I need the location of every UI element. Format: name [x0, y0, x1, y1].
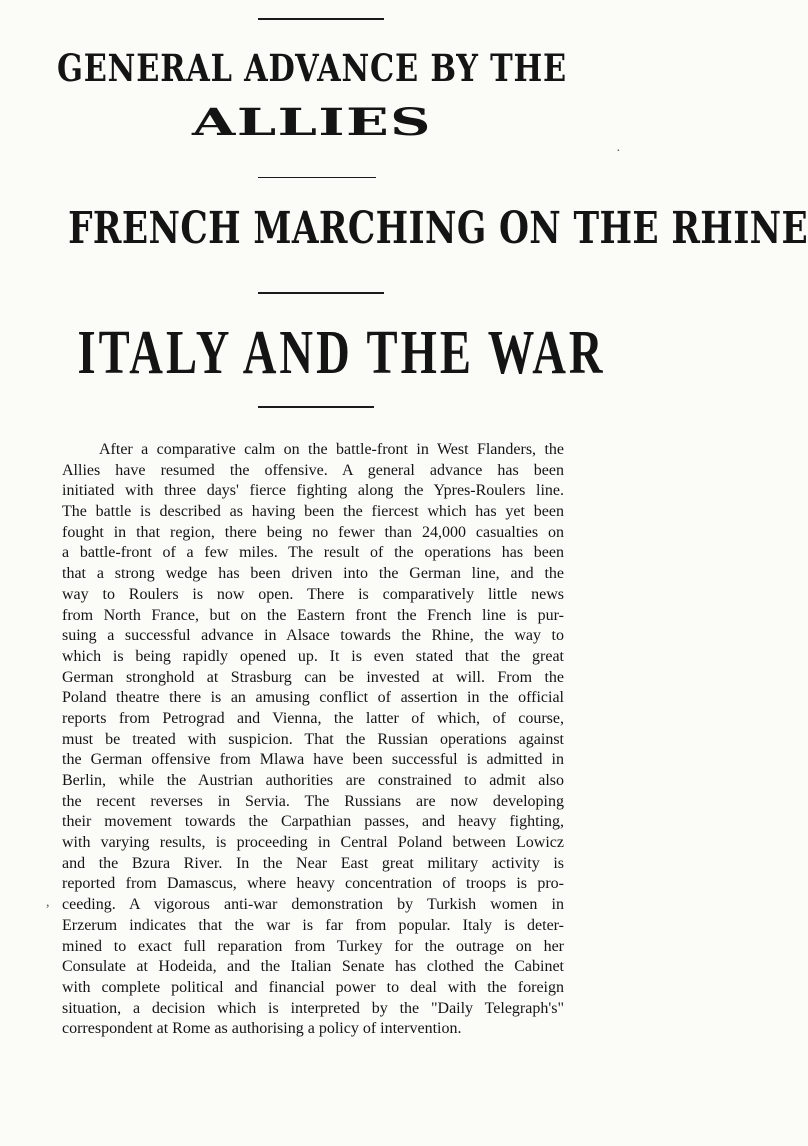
article-line: Poland theatre there is an amusing conflict of assertion in the official [62, 689, 564, 707]
article-line: The battle is described as having been the fiercest which has yet been [62, 503, 564, 521]
divider-rule [258, 292, 384, 294]
headline-allies: ALLIES [192, 100, 432, 144]
article-line: and the Bzura River. In the Near East great military activity is [62, 854, 564, 872]
article-line: fought in that region, there being no fewer than 24,000 casualties on [62, 523, 564, 541]
print-speck: , [46, 895, 50, 910]
headline-french-marching: FRENCH MARCHING ON THE RHINE [68, 203, 808, 254]
article-line: that a strong wedge has been driven into the German line, and the [62, 565, 564, 583]
top-rule [258, 18, 384, 20]
article-line: Berlin, while the Austrian authorities are constrained to admit also [62, 772, 564, 789]
article-line: which is being rapidly opened up. It is even stated that the great [62, 647, 564, 665]
article-line: situation, a decision which is interpreted by the "Daily Telegraph's" [62, 999, 564, 1017]
article-line: German stronghold at Strasburg can be invested at will. From the [62, 668, 564, 686]
article-line: their movement towards the Carpathian passes, and heavy fighting, [62, 813, 564, 831]
divider-rule [258, 177, 376, 178]
article-line: Consulate at Hodeida, and the Italian Senate has clothed the Cabinet [62, 958, 564, 976]
divider-rule [258, 406, 374, 408]
article-line: reported from Damascus, where heavy concentration of troops is pro- [62, 875, 564, 893]
article-line: with complete political and financial power to deal with the foreign [62, 978, 564, 996]
article-line: suing a successful advance in Alsace towards the Rhine, the way to [62, 627, 564, 645]
article-line: the recent reverses in Servia. The Russians are now developing [62, 792, 564, 810]
article-line: must be treated with suspicion. That the Russian operations against [62, 730, 564, 748]
article-body [62, 440, 564, 1040]
headline-italy-and-the-war: ITALY AND THE WAR [77, 319, 606, 387]
article-line: correspondent at Rome as authorising a policy of intervention. [62, 1020, 462, 1038]
article-line: ceeding. A vigorous anti-war demonstration by Turkish women in [62, 896, 564, 914]
article-line: mined to exact full reparation from Turkey for the outrage on her [62, 937, 564, 955]
article-line: way to Roulers is now open. There is comparatively little news [62, 585, 564, 603]
article-line: the German offensive from Mlawa have been successful is admitted in [62, 751, 564, 769]
article-line: Allies have resumed the offensive. A general advance has been [62, 461, 564, 479]
article-line: reports from Petrograd and Vienna, the latter of which, of course, [62, 709, 564, 727]
article-line: a battle-front of a few miles. The result of the operations has been [62, 544, 564, 562]
article-line: with varying results, is proceeding in Central Poland between Lowicz [62, 834, 564, 852]
article-line: After a comparative calm on the battle-front in West Flanders, the [99, 441, 564, 458]
headline-general-advance: GENERAL ADVANCE BY THE [56, 46, 567, 90]
article-line: from North France, but on the Eastern front the French line is pur- [62, 606, 564, 624]
print-speck: · [616, 144, 621, 159]
article-line: Erzerum indicates that the war is far from popular. Italy is deter- [62, 916, 564, 934]
article-line: initiated with three days' fierce fighting along the Ypres-Roulers line. [62, 482, 564, 500]
